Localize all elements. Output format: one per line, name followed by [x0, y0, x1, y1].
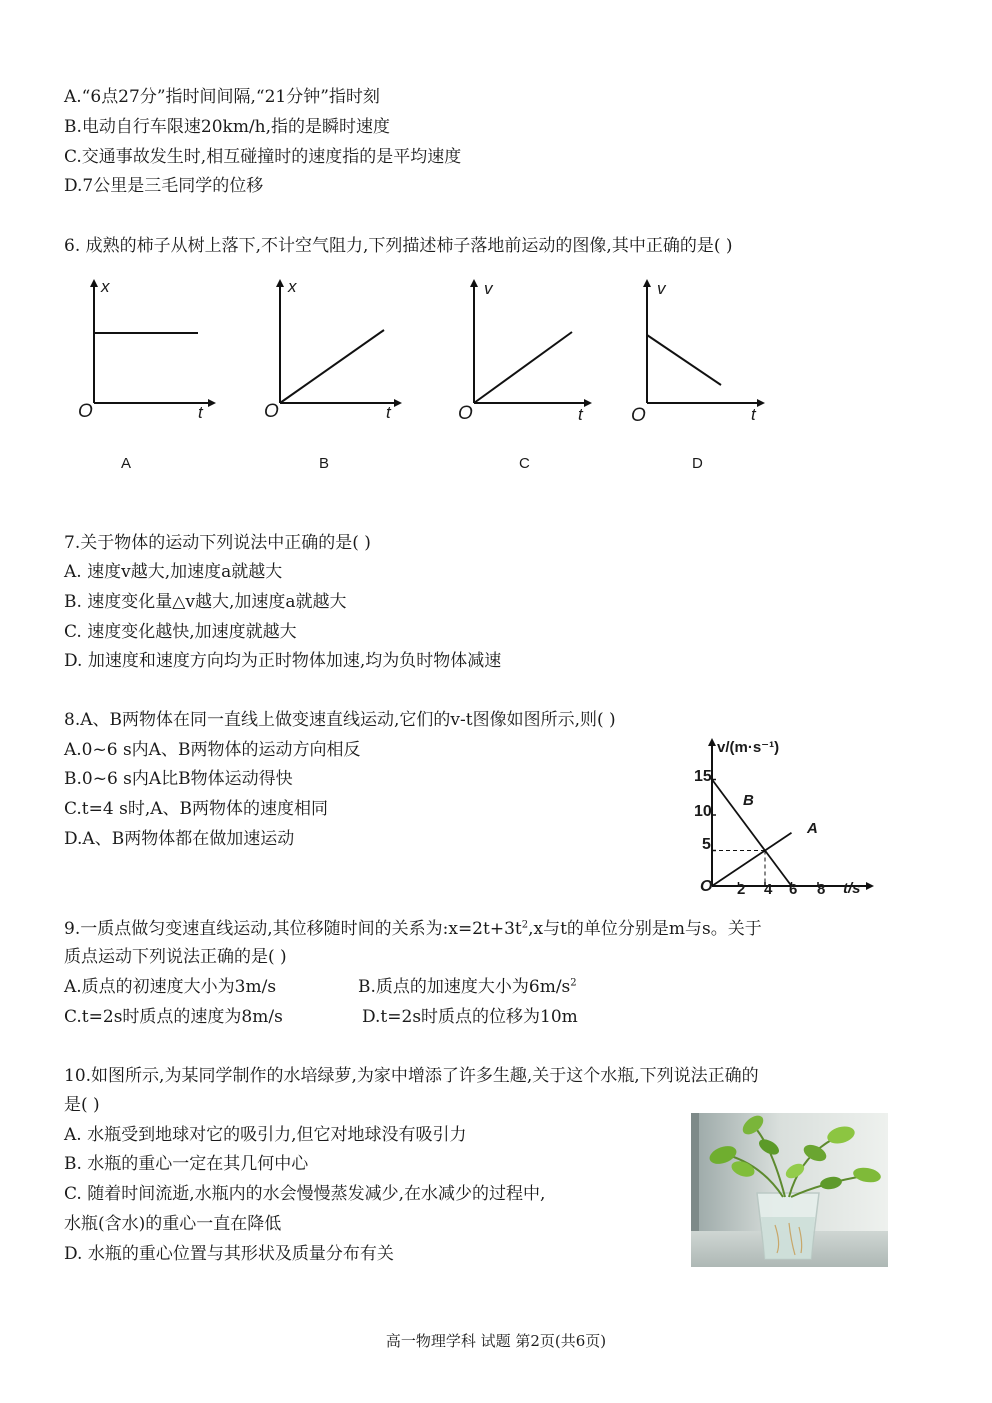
q10-option-d: D. 水瓶的重心位置与其形状及质量分布有关	[64, 1244, 394, 1264]
vt-ytick-15: 15	[694, 768, 712, 785]
graph-d-curve	[647, 335, 721, 385]
vt-ytick-5: 5	[702, 836, 711, 853]
q9-stem-post: ,x与t的单位分别是m与s。关于	[528, 919, 762, 939]
graph-d-origin: O	[631, 405, 646, 426]
graph-a-xaxis-label: t	[198, 403, 203, 422]
vt-y-axis-arrow	[708, 738, 716, 746]
q9-option-a: A.质点的初速度大小为3m/s	[64, 977, 277, 997]
q7-option-d: D. 加速度和速度方向均为正时物体加速,均为负时物体减速	[64, 651, 502, 671]
q10-option-c-line2: 水瓶(含水)的重心一直在降低	[64, 1214, 282, 1234]
vt-xtick-8: 8	[817, 881, 826, 898]
q8-option-b: B.0~6 s内A比B物体运动得快	[64, 769, 293, 789]
graph-a-origin: O	[78, 401, 93, 422]
q8-option-a: A.0~6 s内A、B两物体的运动方向相反	[64, 740, 361, 760]
vt-xlabel: t/s	[843, 880, 861, 897]
q9-option-c: C.t=2s时质点的速度为8m/s	[64, 1007, 283, 1027]
vt-series-a	[712, 833, 792, 886]
q5-option-a: A.“6点27分”指时间间隔,“21分钟”指时刻	[64, 87, 380, 107]
q10-stem-line2: 是( )	[64, 1095, 100, 1115]
graph-a-yaxis-label: x	[101, 277, 110, 296]
q6-graph-b-letter: B	[319, 455, 330, 472]
q9-option-b-text: B.质点的加速度大小为6m/s	[358, 977, 571, 997]
q6-graph-d-letter: D	[692, 455, 703, 472]
q5-option-d: D.7公里是三毛同学的位移	[64, 176, 264, 196]
graph-c-origin: O	[458, 403, 473, 424]
q9-stem-line2: 质点运动下列说法正确的是( )	[64, 947, 287, 967]
q10-option-c-line1: C. 随着时间流逝,水瓶内的水会慢慢蒸发减少,在水减少的过程中,	[64, 1184, 546, 1204]
q5-option-b: B.电动自行车限速20km/h,指的是瞬时速度	[64, 117, 391, 137]
q10-option-b: B. 水瓶的重心一定在其几何中心	[64, 1154, 309, 1174]
q9-option-d: D.t=2s时质点的位移为10m	[362, 1007, 578, 1027]
pothos-vase-illustration	[691, 1113, 888, 1267]
graph-c-yaxis-label: v	[484, 279, 493, 298]
vt-ylabel: v/(m·s⁻¹)	[717, 739, 780, 756]
q8-option-c: C.t=4 s时,A、B两物体的速度相同	[64, 799, 328, 819]
vt-xtick-2: 2	[737, 881, 746, 898]
q6-stem: 6. 成熟的柿子从树上落下,不计空气阻力,下列描述柿子落地前运动的图像,其中正确的是( )	[64, 236, 733, 256]
q8-option-d: D.A、B两物体都在做加速运动	[64, 829, 295, 849]
vt-line-b-label: B	[743, 792, 754, 809]
q9-stem-sup: 2	[521, 919, 529, 931]
graph-c-xaxis-label: t	[578, 405, 583, 424]
graph-d-xaxis-label: t	[751, 405, 756, 424]
q6-graph-c	[452, 275, 602, 435]
q7-stem: 7.关于物体的运动下列说法中正确的是( )	[64, 533, 371, 553]
q8-vt-chart	[690, 736, 880, 906]
q6-graph-a-letter: A	[121, 455, 132, 472]
q7-option-a: A. 速度v越大,加速度a就越大	[64, 562, 283, 582]
vt-xtick-4: 4	[764, 881, 773, 898]
q9-option-b	[358, 976, 577, 998]
vt-ytick-10: 10	[694, 803, 712, 820]
q6-graph-d	[625, 275, 775, 435]
q6-graph-b	[258, 275, 408, 435]
graph-b-origin: O	[264, 401, 279, 422]
q5-option-c: C.交通事故发生时,相互碰撞时的速度指的是平均速度	[64, 147, 462, 167]
vt-xtick-6: 6	[789, 881, 798, 898]
q9-stem-line1	[64, 918, 762, 940]
q9-option-b-sup: 2	[570, 977, 577, 989]
vt-origin: O	[700, 878, 713, 895]
q6-graph-a	[68, 275, 218, 435]
q7-option-b: B. 速度变化量△v越大,加速度a就越大	[64, 592, 347, 612]
graph-c-curve	[474, 332, 572, 403]
graph-d-yaxis-label: v	[657, 279, 666, 298]
vt-line-a-label: A	[807, 820, 818, 837]
page-footer: 高一物理学科 试题 第2页(共6页)	[385, 1332, 607, 1350]
q10-option-a: A. 水瓶受到地球对它的吸引力,但它对地球没有吸引力	[64, 1125, 467, 1145]
graph-b-xaxis-label: t	[386, 403, 391, 422]
pothos-vase-photo	[691, 1113, 888, 1267]
q8-stem: 8.A、B两物体在同一直线上做变速直线运动,它们的v-t图像如图所示,则( )	[64, 710, 616, 730]
graph-b-yaxis-label: x	[288, 277, 297, 296]
q9-stem-pre: 9.一质点做匀变速直线运动,其位移随时间的关系为:x=2t+3t	[64, 919, 522, 939]
graph-b-curve	[280, 330, 384, 403]
vt-x-axis-arrow	[866, 882, 874, 890]
q7-option-c: C. 速度变化越快,加速度就越大	[64, 622, 297, 642]
q10-stem-line1: 10.如图所示,为某同学制作的水培绿萝,为家中增添了许多生趣,关于这个水瓶,下列说法正确的	[64, 1066, 759, 1086]
q6-graph-c-letter: C	[519, 455, 530, 472]
